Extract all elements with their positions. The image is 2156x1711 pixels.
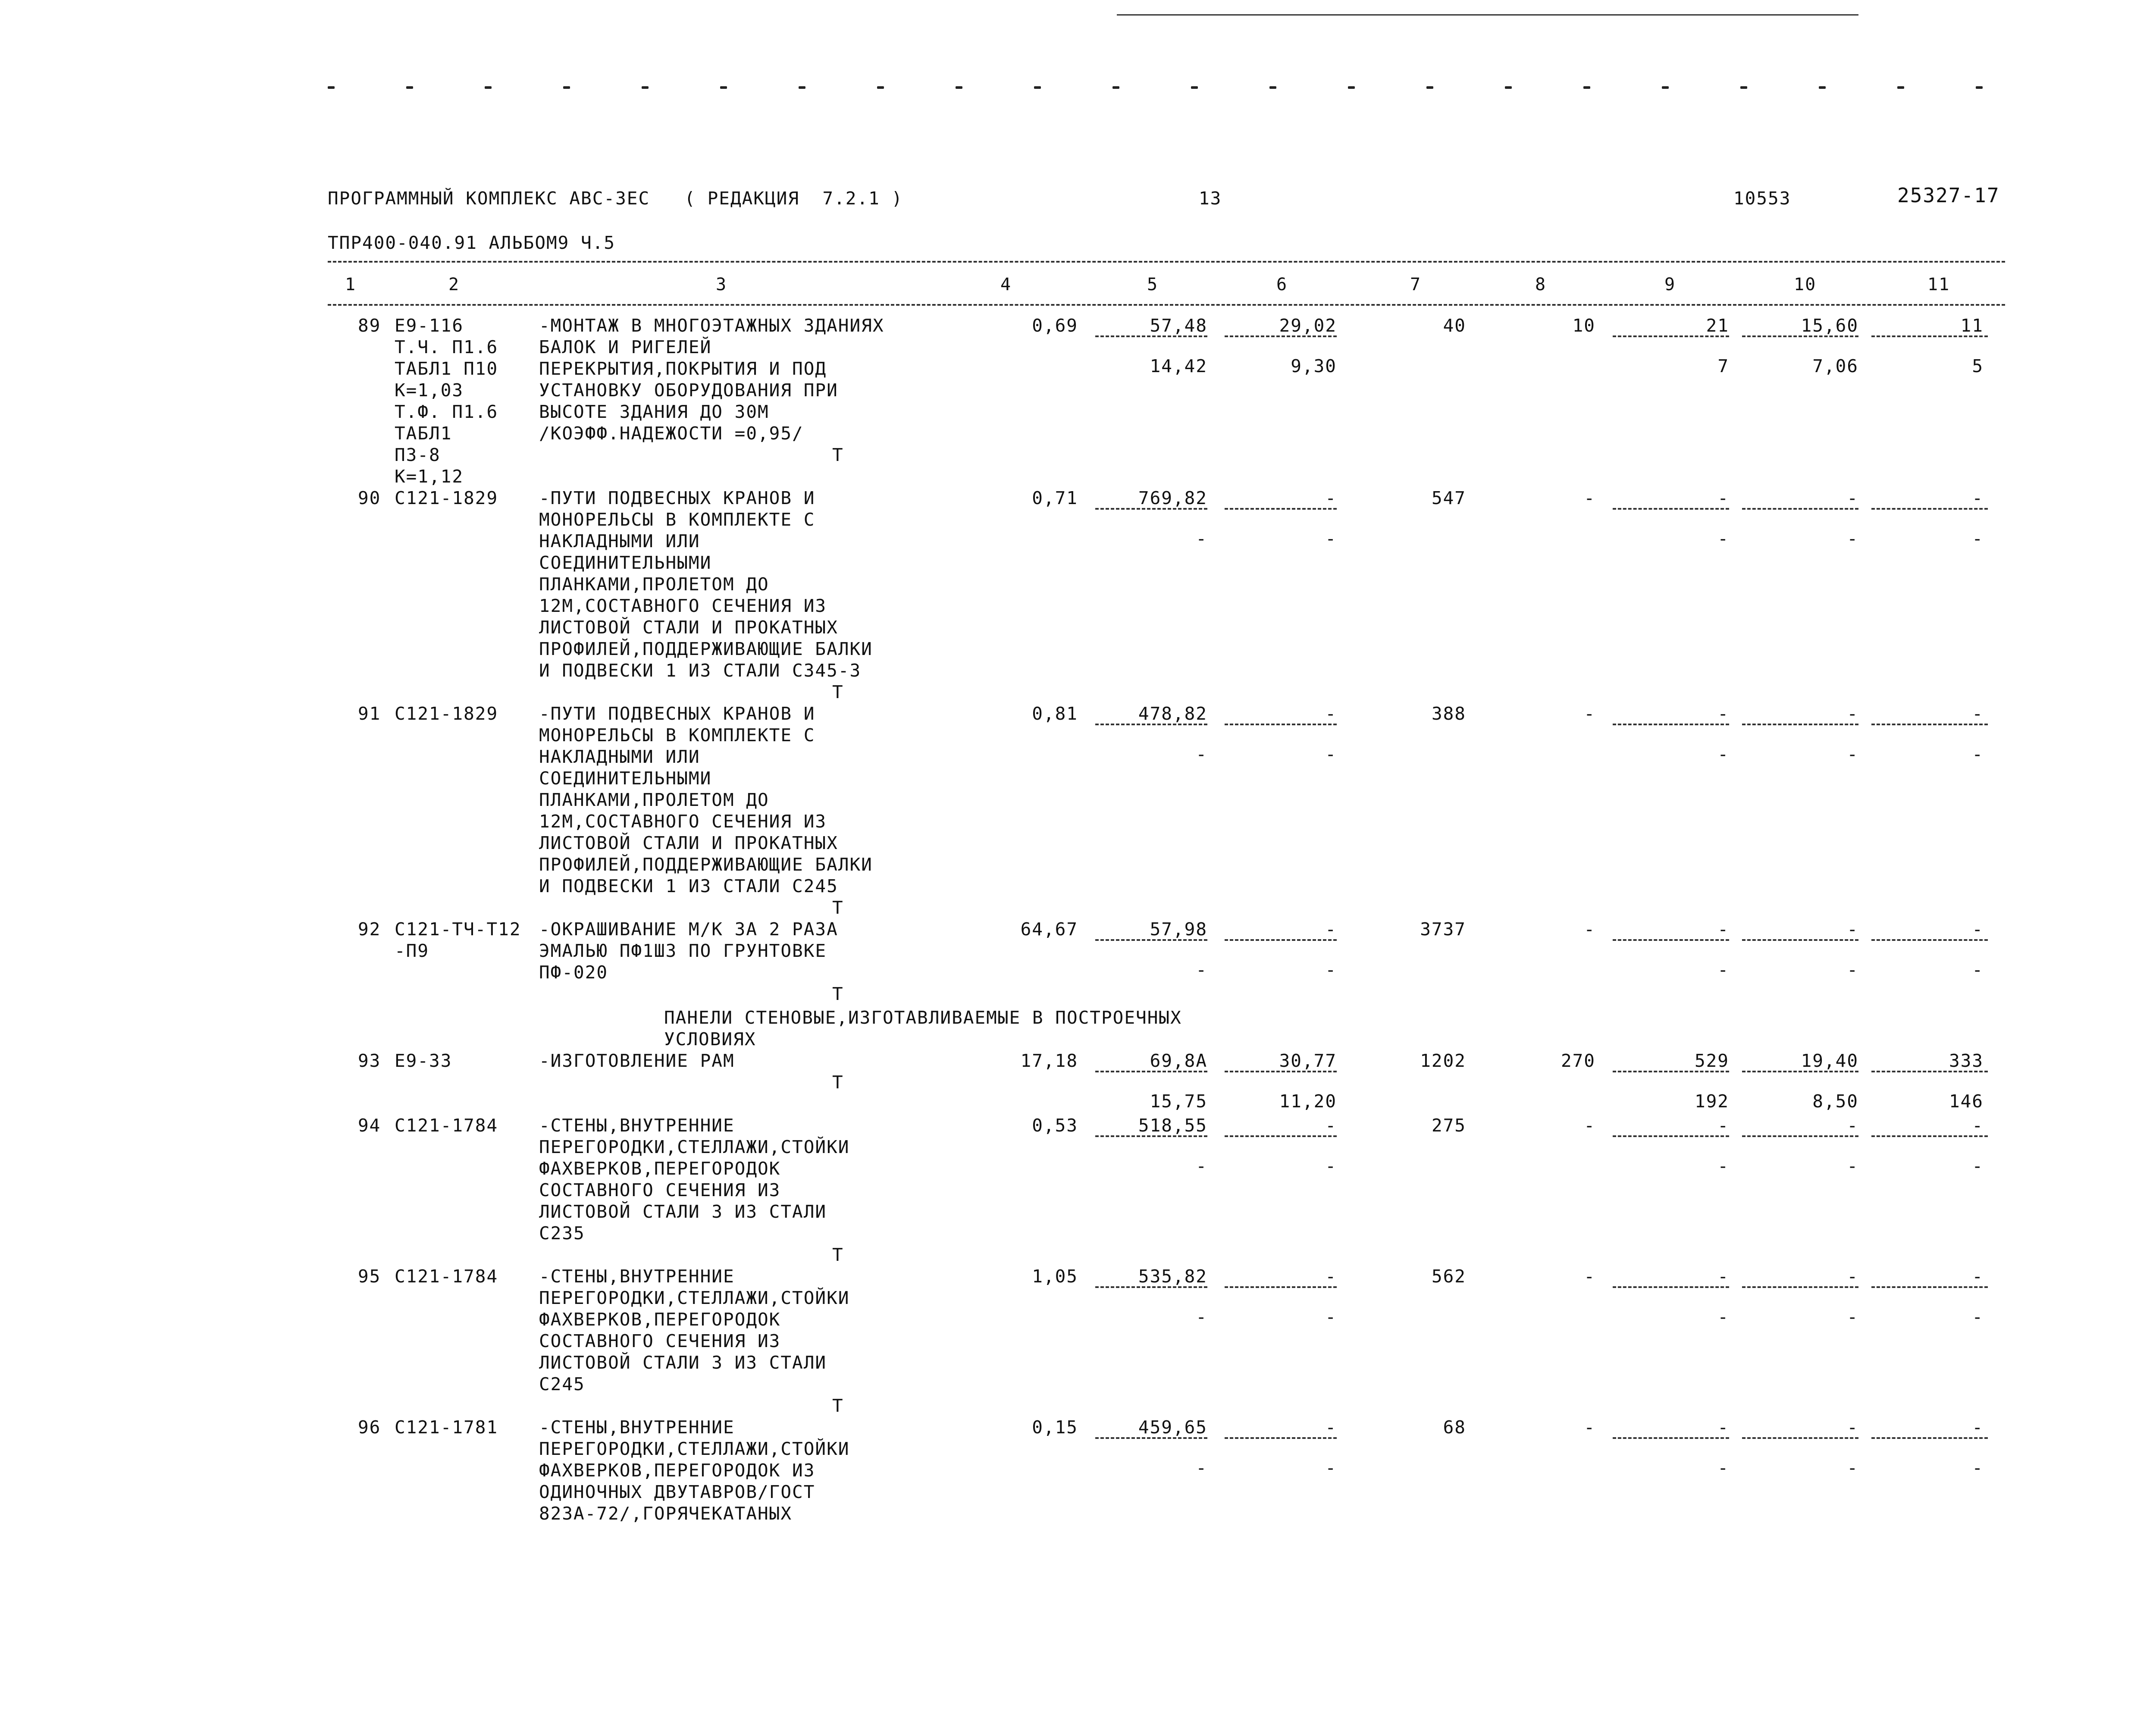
value-c5b: -: [1196, 959, 1207, 980]
value-c7: 562: [1431, 1266, 1466, 1287]
value-c5: 769,82: [1138, 488, 1207, 508]
value-c6: -: [1325, 1417, 1337, 1438]
value-c4: 1,05: [1032, 1266, 1078, 1287]
value-c6b: -: [1325, 959, 1337, 980]
row-description: ВЫСОТЕ ЗДАНИЯ ДО 30М: [539, 401, 769, 422]
row-description: МОНОРЕЛЬСЫ В КОМПЛЕКТЕ С: [539, 725, 815, 746]
perforation-dot: [1112, 86, 1119, 89]
row-description: ПФ-020: [539, 962, 608, 983]
row-code: К=1,03: [395, 380, 464, 401]
value-c6b: -: [1325, 1307, 1337, 1327]
value-c6b: -: [1325, 1457, 1337, 1478]
value-c5b: 15,75: [1150, 1091, 1207, 1112]
row-description: ПРОФИЛЕЙ,ПОДДЕРЖИВАЮЩИЕ БАЛКИ: [539, 854, 873, 875]
row-number: 95: [358, 1266, 381, 1287]
value-c11: -: [1972, 1417, 1984, 1438]
perforation-dot: [1034, 86, 1041, 89]
column-header-11: 11: [1927, 275, 1950, 295]
row-total-marker: Т: [832, 984, 844, 1004]
value-c5b: 14,42: [1150, 356, 1207, 376]
row-description: -СТЕНЫ,ВНУТРЕННИЕ: [539, 1266, 735, 1287]
column-header-4: 4: [1000, 275, 1012, 295]
column-header-7: 7: [1410, 275, 1422, 295]
value-underline: [1095, 1135, 1207, 1137]
row-description: ЛИСТОВОЙ СТАЛИ 3 ИЗ СТАЛИ: [539, 1201, 827, 1222]
value-c10: -: [1847, 1266, 1858, 1287]
perforation-dot: [1426, 86, 1433, 89]
value-c11b: 5: [1972, 356, 1984, 376]
value-underline: [1225, 1437, 1337, 1439]
value-c10: -: [1847, 488, 1858, 508]
value-c9: 21: [1706, 315, 1729, 336]
value-c7: 40: [1443, 315, 1466, 336]
row-total-marker: Т: [832, 1072, 844, 1093]
row-code: С121-1781: [395, 1417, 498, 1438]
section-title: УСЛОВИЯХ: [664, 1029, 756, 1050]
column-header-10: 10: [1794, 275, 1817, 295]
value-c11: -: [1972, 1266, 1984, 1287]
row-code: С121-1784: [395, 1115, 498, 1136]
perforation-dot: [956, 86, 962, 89]
row-code: Е9-116: [395, 315, 464, 336]
row-code: С121-ТЧ-Т12: [395, 919, 521, 940]
value-c5: 57,98: [1150, 919, 1207, 940]
value-c5: 518,55: [1138, 1115, 1207, 1136]
value-c8: -: [1584, 488, 1595, 508]
value-c9b: -: [1717, 1457, 1729, 1478]
perforation-dot: [485, 86, 492, 89]
value-c7: 1202: [1420, 1050, 1466, 1071]
row-description: 823А-72/,ГОРЯЧЕКАТАНЫХ: [539, 1503, 793, 1524]
column-header-2: 2: [448, 275, 460, 295]
row-description: -ОКРАШИВАНИЕ М/К ЗА 2 РАЗА: [539, 919, 838, 940]
value-underline: [1225, 335, 1337, 337]
value-c7: 68: [1443, 1417, 1466, 1438]
row-code: Е9-33: [395, 1050, 452, 1071]
value-underline: [1095, 335, 1207, 337]
value-underline: [1095, 1286, 1207, 1288]
value-c11b: -: [1972, 744, 1984, 765]
value-c7: 388: [1431, 703, 1466, 724]
value-c6: 30,77: [1279, 1050, 1337, 1071]
value-underline: [1225, 508, 1337, 510]
value-underline: [1613, 508, 1729, 510]
header-separator-bottom: [328, 304, 2005, 306]
value-c11b: -: [1972, 1307, 1984, 1327]
value-c9: -: [1717, 919, 1729, 940]
row-description: -ИЗГОТОВЛЕНИЕ РАМ: [539, 1050, 735, 1071]
row-description: И ПОДВЕСКИ 1 ИЗ СТАЛИ С245: [539, 876, 838, 896]
row-description: СОЕДИНИТЕЛЬНЫМИ: [539, 552, 712, 573]
value-underline: [1095, 1071, 1207, 1072]
value-c6: -: [1325, 1266, 1337, 1287]
column-header-1: 1: [345, 275, 357, 295]
perforation-dot: [720, 86, 727, 89]
value-underline: [1225, 939, 1337, 941]
perforation-dot: [406, 86, 413, 89]
row-description: УСТАНОВКУ ОБОРУДОВАНИЯ ПРИ: [539, 380, 838, 401]
value-c10: -: [1847, 919, 1858, 940]
row-description: ЛИСТОВОЙ СТАЛИ 3 ИЗ СТАЛИ: [539, 1352, 827, 1373]
value-c9b: 192: [1694, 1091, 1729, 1112]
perforation-dot: [563, 86, 570, 89]
row-description: -СТЕНЫ,ВНУТРЕННИЕ: [539, 1115, 735, 1136]
value-c7: 3737: [1420, 919, 1466, 940]
row-description: -ПУТИ ПОДВЕСНЫХ КРАНОВ И: [539, 703, 815, 724]
perforation-dot: [1897, 86, 1904, 89]
column-header-6: 6: [1276, 275, 1288, 295]
row-description: ПЛАНКАМИ,ПРОЛЕТОМ ДО: [539, 790, 769, 810]
row-total-marker: Т: [832, 1244, 844, 1265]
value-underline: [1613, 724, 1729, 725]
row-description: И ПОДВЕСКИ 1 ИЗ СТАЛИ С345-3: [539, 660, 862, 681]
row-number: 91: [358, 703, 381, 724]
value-c8: -: [1584, 919, 1595, 940]
value-underline: [1742, 508, 1858, 510]
value-underline: [1095, 1437, 1207, 1439]
perforation-dot: [1269, 86, 1276, 89]
row-description: НАКЛАДНЫМИ ИЛИ: [539, 531, 700, 552]
value-underline: [1225, 724, 1337, 725]
value-c9b: -: [1717, 959, 1729, 980]
value-c11b: -: [1972, 528, 1984, 549]
row-description: С235: [539, 1223, 585, 1244]
column-header-9: 9: [1664, 275, 1676, 295]
row-number: 93: [358, 1050, 381, 1071]
row-description: НАКЛАДНЫМИ ИЛИ: [539, 746, 700, 767]
value-c10b: -: [1847, 1156, 1858, 1176]
value-underline: [1742, 335, 1858, 337]
row-number: 89: [358, 315, 381, 336]
perforation-dot: [1505, 86, 1512, 89]
value-underline: [1871, 1286, 1988, 1288]
value-c11: -: [1972, 919, 1984, 940]
value-c10: -: [1847, 1115, 1858, 1136]
value-underline: [1871, 1437, 1988, 1439]
value-c9b: -: [1717, 1156, 1729, 1176]
value-underline: [1742, 1437, 1858, 1439]
section-title: ПАНЕЛИ СТЕНОВЫЕ,ИЗГОТАВЛИВАЕМЫЕ В ПОСТРОЕЧНЫХ: [664, 1007, 1182, 1028]
value-c8: -: [1584, 1115, 1595, 1136]
value-c5: 69,8А: [1150, 1050, 1207, 1071]
program-title: ПРОГРАММНЫЙ КОМПЛЕКС АВС-ЗЕС ( РЕДАКЦИЯ 7.2.1 ): [328, 188, 903, 209]
row-description: ПЕРЕГОРОДКИ,СТЕЛЛАЖИ,СТОЙКИ: [539, 1438, 850, 1459]
column-header-3: 3: [716, 275, 727, 295]
value-c10b: 7,06: [1812, 356, 1858, 376]
perforation-dot: [1348, 86, 1355, 89]
value-c5: 478,82: [1138, 703, 1207, 724]
row-total-marker: Т: [832, 445, 844, 465]
row-code: -П9: [395, 940, 429, 961]
row-code: С121-1829: [395, 488, 498, 508]
perforation-dot: [642, 86, 649, 89]
row-total-marker: Т: [832, 682, 844, 702]
value-c10: -: [1847, 703, 1858, 724]
value-c6: -: [1325, 919, 1337, 940]
value-c8: -: [1584, 1266, 1595, 1287]
value-c4: 0,53: [1032, 1115, 1078, 1136]
value-c10b: -: [1847, 1457, 1858, 1478]
value-c9: 529: [1694, 1050, 1729, 1071]
value-c9: -: [1717, 488, 1729, 508]
value-underline: [1225, 1135, 1337, 1137]
value-c11: 333: [1949, 1050, 1984, 1071]
row-description: ПЕРЕКРЫТИЯ,ПОКРЫТИЯ И ПОД: [539, 358, 827, 379]
perforation-dot: [1976, 86, 1983, 89]
row-description: СОЕДИНИТЕЛЬНЫМИ: [539, 768, 712, 789]
value-underline: [1613, 1071, 1729, 1072]
row-code: ТАБЛ1: [395, 423, 452, 444]
value-c5b: -: [1196, 1307, 1207, 1327]
value-c4: 0,69: [1032, 315, 1078, 336]
value-c6b: -: [1325, 528, 1337, 549]
value-c9: -: [1717, 703, 1729, 724]
value-c6: -: [1325, 703, 1337, 724]
perforation-dot: [799, 86, 805, 89]
perforation-dot: [1583, 86, 1590, 89]
row-number: 90: [358, 488, 381, 508]
value-c10b: -: [1847, 528, 1858, 549]
value-underline: [1742, 939, 1858, 941]
value-underline: [1095, 508, 1207, 510]
value-c9b: -: [1717, 1307, 1729, 1327]
row-code: С121-1784: [395, 1266, 498, 1287]
value-c11: -: [1972, 703, 1984, 724]
value-c4: 0,71: [1032, 488, 1078, 508]
value-underline: [1871, 1071, 1988, 1072]
row-code: К=1,12: [395, 466, 464, 487]
row-number: 94: [358, 1115, 381, 1136]
row-code: Т.Ч. П1.6: [395, 337, 498, 357]
value-underline: [1225, 1071, 1337, 1072]
value-underline: [1095, 939, 1207, 941]
header-separator-top: [328, 261, 2005, 263]
value-underline: [1225, 1286, 1337, 1288]
row-code: Т.Ф. П1.6: [395, 401, 498, 422]
value-underline: [1613, 1437, 1729, 1439]
row-description: ФАХВЕРКОВ,ПЕРЕГОРОДОК: [539, 1309, 781, 1330]
row-description: С245: [539, 1374, 585, 1394]
value-underline: [1871, 724, 1988, 725]
row-description: -СТЕНЫ,ВНУТРЕННИЕ: [539, 1417, 735, 1438]
perforation-dot: [1662, 86, 1669, 89]
top-rule: [1117, 14, 1858, 16]
value-c10: 15,60: [1801, 315, 1858, 336]
document-code: 10553: [1733, 188, 1791, 209]
value-c5: 459,65: [1138, 1417, 1207, 1438]
row-description: 12М,СОСТАВНОГО СЕЧЕНИЯ ИЗ: [539, 595, 827, 616]
perforation-dot: [1740, 86, 1747, 89]
row-description: ФАХВЕРКОВ,ПЕРЕГОРОДОК ИЗ: [539, 1460, 815, 1481]
row-description: СОСТАВНОГО СЕЧЕНИЯ ИЗ: [539, 1180, 781, 1200]
row-description: ПЕРЕГОРОДКИ,СТЕЛЛАЖИ,СТОЙКИ: [539, 1288, 850, 1308]
value-c5b: -: [1196, 744, 1207, 765]
value-c11b: -: [1972, 959, 1984, 980]
value-c10: -: [1847, 1417, 1858, 1438]
value-c9b: -: [1717, 744, 1729, 765]
value-c8: -: [1584, 703, 1595, 724]
value-underline: [1742, 724, 1858, 725]
row-number: 96: [358, 1417, 381, 1438]
row-description: БАЛОК И РИГЕЛЕЙ: [539, 337, 712, 357]
value-c9: -: [1717, 1266, 1729, 1287]
value-c4: 0,15: [1032, 1417, 1078, 1438]
value-c10b: -: [1847, 744, 1858, 765]
value-c6b: -: [1325, 744, 1337, 765]
value-underline: [1871, 508, 1988, 510]
row-description: ПРОФИЛЕЙ,ПОДДЕРЖИВАЮЩИЕ БАЛКИ: [539, 639, 873, 659]
value-c5b: -: [1196, 1156, 1207, 1176]
value-c10b: -: [1847, 1307, 1858, 1327]
value-c10b: -: [1847, 959, 1858, 980]
value-underline: [1613, 1286, 1729, 1288]
row-description: ПЛАНКАМИ,ПРОЛЕТОМ ДО: [539, 574, 769, 595]
value-underline: [1095, 724, 1207, 725]
row-total-marker: Т: [832, 897, 844, 918]
row-number: 92: [358, 919, 381, 940]
value-c6: 29,02: [1279, 315, 1337, 336]
sheet-number: 25327-17: [1897, 184, 2000, 207]
value-c6b: -: [1325, 1156, 1337, 1176]
value-underline: [1871, 1135, 1988, 1137]
value-c9: -: [1717, 1417, 1729, 1438]
value-c9b: -: [1717, 528, 1729, 549]
value-underline: [1742, 1286, 1858, 1288]
row-code: ТАБЛ1 П10: [395, 358, 498, 379]
row-description: МОНОРЕЛЬСЫ В КОМПЛЕКТЕ С: [539, 509, 815, 530]
perforation-dot: [1191, 86, 1198, 89]
value-underline: [1613, 939, 1729, 941]
row-description: ФАХВЕРКОВ,ПЕРЕГОРОДОК: [539, 1158, 781, 1179]
row-description: СОСТАВНОГО СЕЧЕНИЯ ИЗ: [539, 1331, 781, 1351]
value-c10: 19,40: [1801, 1050, 1858, 1071]
value-underline: [1613, 1135, 1729, 1137]
row-description: 12М,СОСТАВНОГО СЕЧЕНИЯ ИЗ: [539, 811, 827, 832]
row-description: ПЕРЕГОРОДКИ,СТЕЛЛАЖИ,СТОЙКИ: [539, 1137, 850, 1157]
value-underline: [1742, 1071, 1858, 1072]
value-c9b: 7: [1717, 356, 1729, 376]
value-c4: 64,67: [1020, 919, 1078, 940]
project-title: ТПР400-040.91 АЛЬБОМ9 Ч.5: [328, 232, 616, 253]
perforation-dots: [328, 86, 1984, 95]
value-c11: -: [1972, 488, 1984, 508]
value-underline: [1613, 335, 1729, 337]
value-c8: 10: [1572, 315, 1595, 336]
value-c10b: 8,50: [1812, 1091, 1858, 1112]
value-c9: -: [1717, 1115, 1729, 1136]
row-description: -МОНТАЖ В МНОГОЭТАЖНЫХ ЗДАНИЯХ: [539, 315, 884, 336]
value-c6: -: [1325, 488, 1337, 508]
row-description: /КОЭФФ.НАДЕЖОСТИ =0,95/: [539, 423, 804, 444]
value-c6b: 11,20: [1279, 1091, 1337, 1112]
value-underline: [1871, 335, 1988, 337]
value-c5: 57,48: [1150, 315, 1207, 336]
value-c11: -: [1972, 1115, 1984, 1136]
value-c4: 17,18: [1020, 1050, 1078, 1071]
perforation-dot: [877, 86, 884, 89]
value-underline: [1871, 939, 1988, 941]
value-c5b: -: [1196, 528, 1207, 549]
perforation-dot: [328, 86, 335, 89]
row-description: ЭМАЛЬЮ ПФ1ШЗ ПО ГРУНТОВКЕ: [539, 940, 827, 961]
value-c7: 275: [1431, 1115, 1466, 1136]
column-header-8: 8: [1535, 275, 1547, 295]
value-underline: [1742, 1135, 1858, 1137]
value-c4: 0,81: [1032, 703, 1078, 724]
row-description: ОДИНОЧНЫХ ДВУТАВРОВ/ГОСТ: [539, 1482, 815, 1502]
value-c5: 535,82: [1138, 1266, 1207, 1287]
perforation-dot: [1819, 86, 1826, 89]
page-number: 13: [1199, 188, 1222, 209]
value-c8: 270: [1561, 1050, 1595, 1071]
column-header-5: 5: [1147, 275, 1159, 295]
row-code: П3-8: [395, 445, 441, 465]
value-c6: -: [1325, 1115, 1337, 1136]
row-description: ЛИСТОВОЙ СТАЛИ И ПРОКАТНЫХ: [539, 833, 838, 853]
row-description: -ПУТИ ПОДВЕСНЫХ КРАНОВ И: [539, 488, 815, 508]
value-c11b: -: [1972, 1156, 1984, 1176]
row-total-marker: Т: [832, 1395, 844, 1416]
value-c11b: -: [1972, 1457, 1984, 1478]
row-description: ЛИСТОВОЙ СТАЛИ И ПРОКАТНЫХ: [539, 617, 838, 638]
value-c5b: -: [1196, 1457, 1207, 1478]
value-c11: 11: [1960, 315, 1984, 336]
value-c6b: 9,30: [1291, 356, 1337, 376]
value-c7: 547: [1431, 488, 1466, 508]
value-c8: -: [1584, 1417, 1595, 1438]
value-c11b: 146: [1949, 1091, 1984, 1112]
row-code: С121-1829: [395, 703, 498, 724]
